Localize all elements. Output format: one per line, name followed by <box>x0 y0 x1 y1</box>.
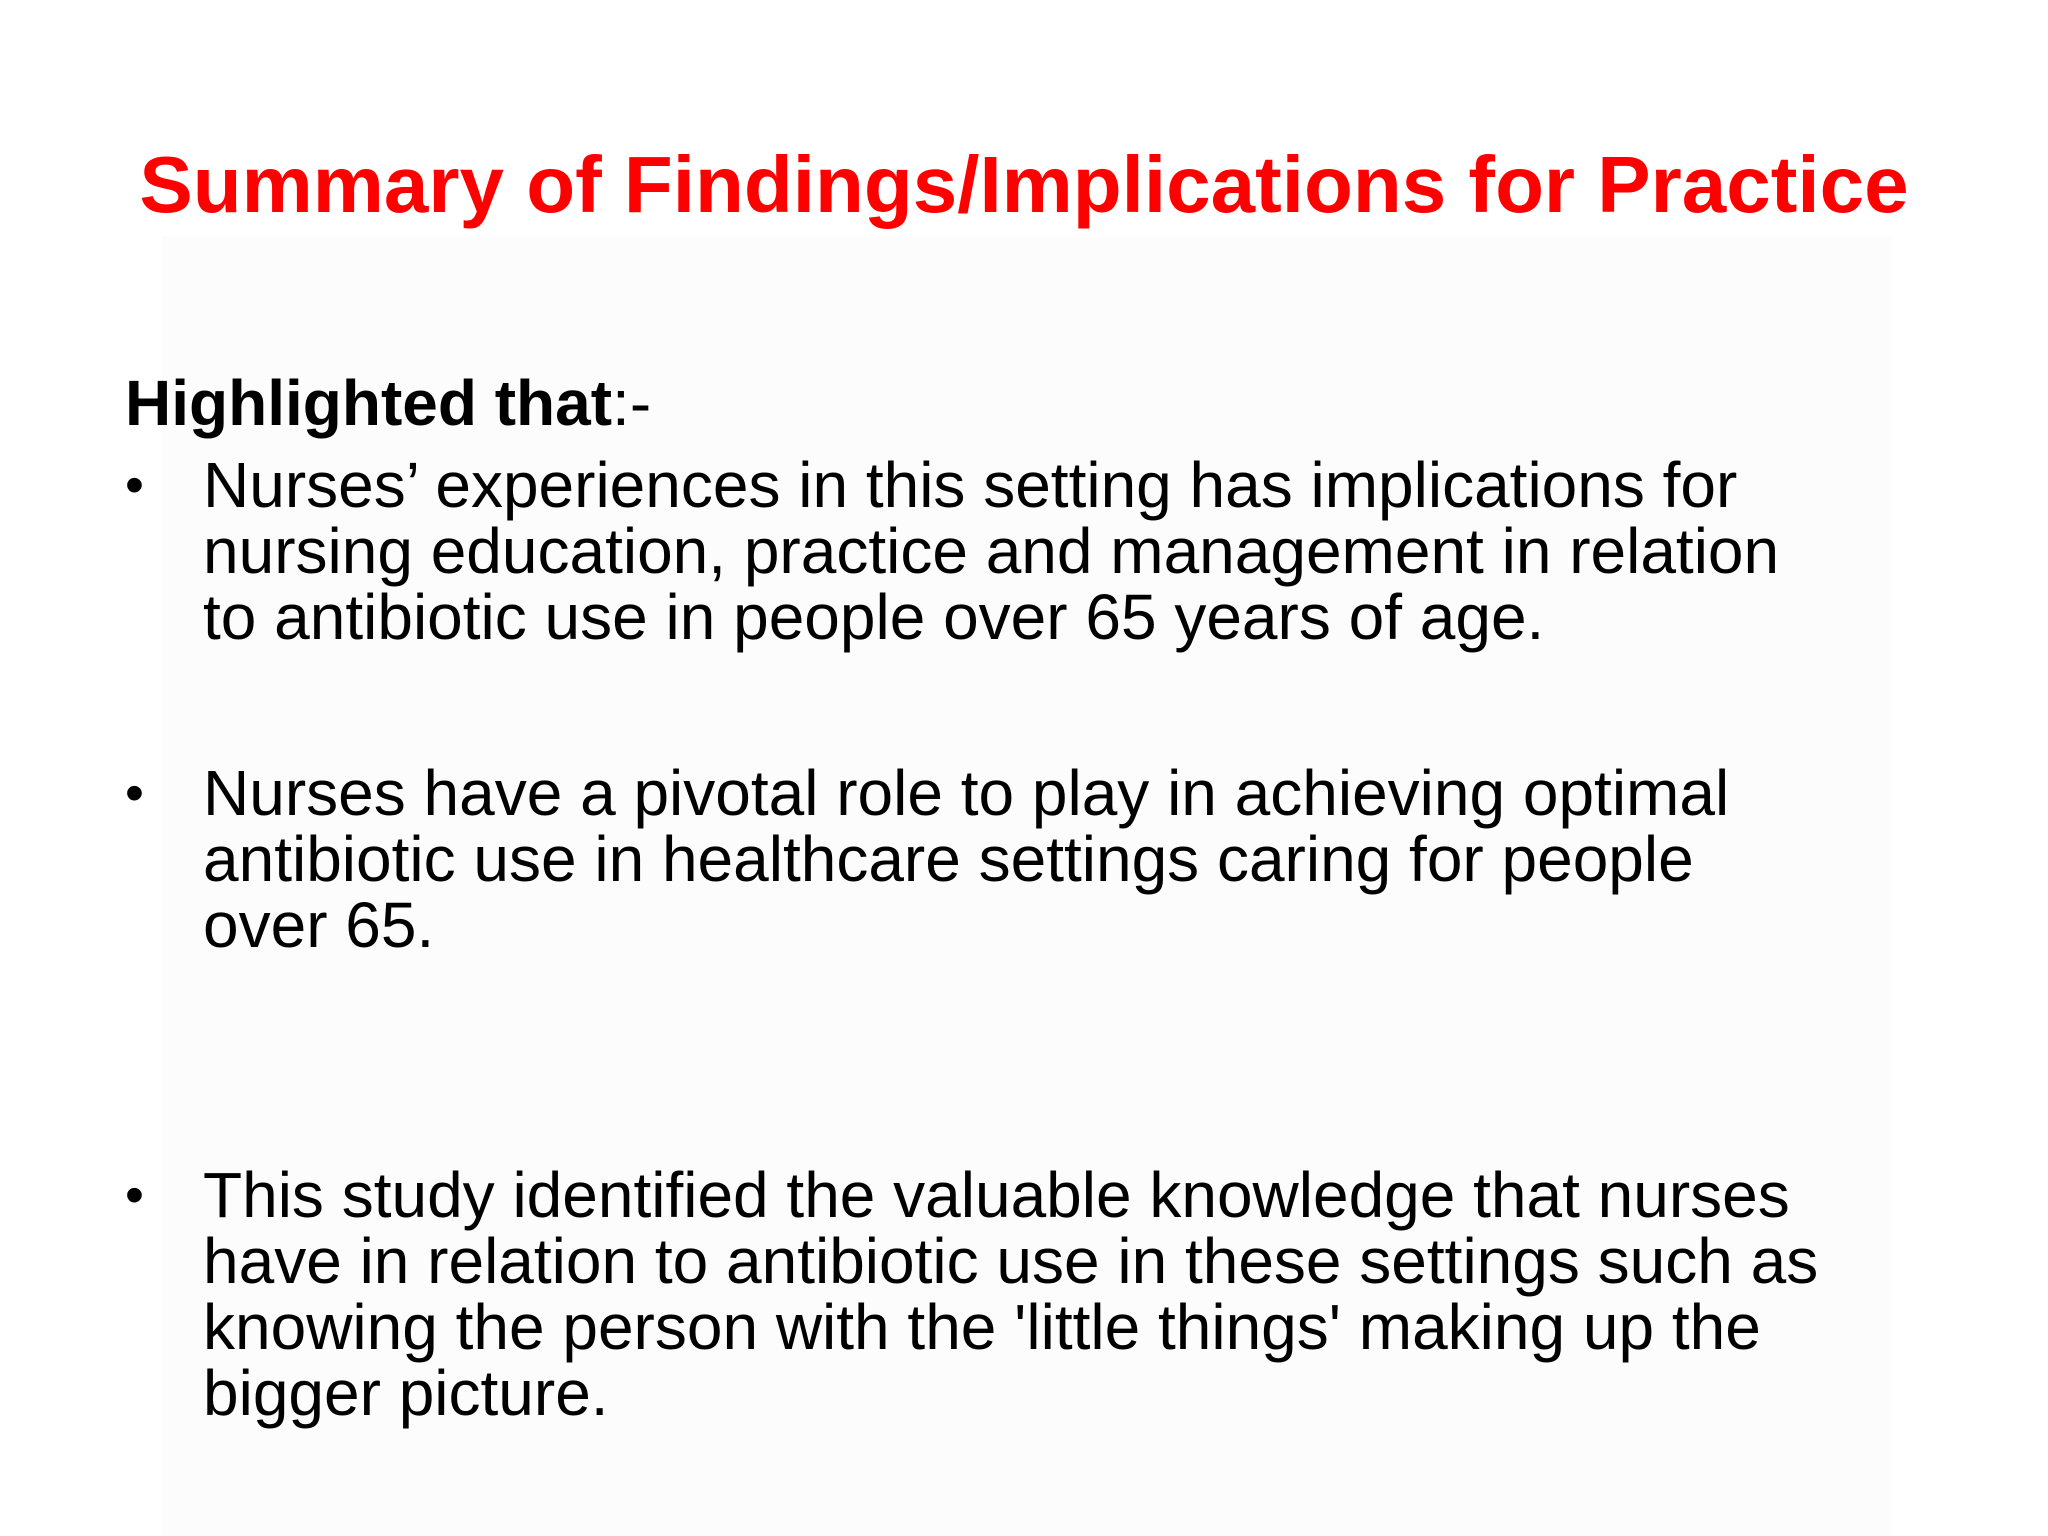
bullet-line: antibiotic use in healthcare settings caring for people <box>203 823 1694 895</box>
intro-bold-text: Highlighted that <box>125 367 613 439</box>
bullet-dot: • <box>125 1165 144 1225</box>
bullet-line: This study identified the valuable knowledge that nurses <box>203 1159 1790 1231</box>
bullet-line: nursing education, practice and management in relation <box>203 515 1780 587</box>
bullet-line: have in relation to antibiotic use in these settings such as <box>203 1225 1819 1297</box>
intro-line <box>125 366 651 440</box>
intro-suffix: :- <box>612 367 652 439</box>
bullet-dot: • <box>125 763 144 823</box>
bullet-text <box>203 1159 1983 1429</box>
bullet-line: over 65. <box>203 889 435 961</box>
bullet-line: Nurses’ experiences in this setting has implications for <box>203 449 1738 521</box>
bullet-line: Nurses have a pivotal role to play in achieving optimal <box>203 757 1730 829</box>
bullet-dot: • <box>125 455 144 515</box>
bullet-line: knowing the person with the 'little things' making up the <box>203 1291 1761 1363</box>
bullet-line: bigger picture. <box>203 1357 609 1429</box>
slide-title: Summary of Findings/Implications for Practice <box>139 140 1909 229</box>
bullet-text <box>203 449 1983 653</box>
bullet-text <box>203 757 1983 961</box>
bullet-line: to antibiotic use in people over 65 years of age. <box>203 581 1545 653</box>
